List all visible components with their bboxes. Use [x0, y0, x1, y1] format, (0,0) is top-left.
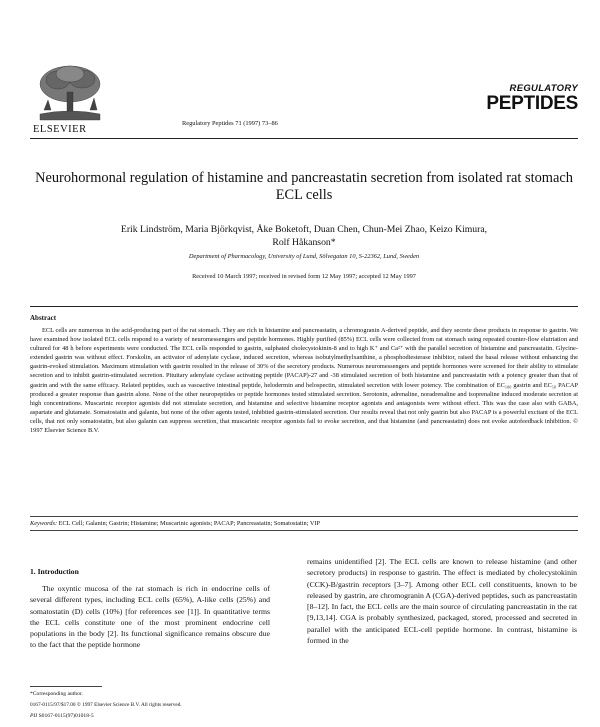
journal-reference: Regulatory Peptides 71 (1997) 73–86 [182, 120, 278, 127]
affiliation: Department of Pharmacology, University of Lund, Sölvegatan 10, S-22362, Lund, Sweden [188, 253, 420, 260]
received-dates: Received 10 March 1997; received in revised form 12 May 1997; accepted 12 May 1997 [192, 273, 416, 280]
author-list [30, 224, 578, 249]
authors-line-2: Rolf Håkanson* [272, 236, 336, 248]
keywords-label: Keywords: [30, 520, 58, 527]
pii-value: S0167-0115(97)01018-5 [38, 713, 94, 719]
publisher-name: ELSEVIER [33, 124, 87, 135]
article-title: Neurohormonal regulation of histamine and pancreastatin secretion from isolated rat stomach ECL cells [35, 170, 573, 203]
keywords-bottom-divider [30, 530, 578, 531]
copyright-line: 0167-0115/97/$17.00 © 1997 Elsevier Science B.V. All rights reserved. [30, 702, 182, 708]
abstract-divider [30, 306, 578, 307]
journal-name-top: REGULATORY [509, 83, 578, 94]
abstract-body: ECL cells are numerous in the acid-producing part of the rat stomach. They are rich in histamine and pancreastatin, a chromogranin A-derived peptide, and they secrete these products in response to gastrin. We have examined how isolated ECL cells respond to a variety of neuromessengers and peptide hormones. Highly purified (85%) ECL cells were collected from rat stomach using repeated counter-flow elutriation and cultured for 48 h before experiments were conducted. The ECL cells responded to gastrin, sulphated cholecystokinin-8 and to high K⁺ and Ca²⁺ with the parallel secretion of histamine and pancreastatin. Glycine-extended gastrin was without effect. Forskolin, an activator of adenylate cyclase, induced secretion, whereas isobutylmethylxanthine, a phosphodiesterase inhibitor, raised the basal release without enhancing the gastrin-evoked stimulation. Maximum stimulation with gastrin resulted in the release of 30% of the secretory products. Numerous neuromessengers and peptide hormones were screened for their ability to stimulate secretion and to inhibit gastrin-stimulated secretion. Pituitary adenylate cyclase activating peptide (PACAP)-27 and -38 stimulated secretion of both histamine and pancreastatin with a potency greater than that of gastrin and with the same efficacy. Related peptides, such as vasoactive intestinal peptide, helodermin and helospectin, stimulated secretion with lower potency. The combination of EC₁₀₀ gastrin and EC₅₀ PACAP produced a greater response than gastrin alone. None of the other neuropeptides or peptide hormones tested stimulated secretion. Serotonin, adrenaline, noradrenaline and isoprenaline induced moderate secretion at high concentrations. Muscarinic receptor agonists did not stimulate secretion, and histamine and selective histamine receptor agonists and antagonists were without effect. This was the case also with GABA, aspartate and glutamate. Somatostatin and galanin, but none of the other agents tested, inhibited gastrin-stimulated secretion. Our results reveal that not only gastrin but also PACAP is a powerful excitant of the ECL cells, that not only somatostatin, but also galanin can suppress secretion, that muscarinic receptor agonists fail to evoke secretion, and that histamine (and pancreastatin) does not evoke autofeedback inhibition. © 1997 Elsevier Science B.V. [30, 327, 578, 435]
keywords [30, 520, 578, 527]
header-divider [30, 138, 578, 139]
keywords-top-divider [30, 516, 578, 517]
keywords-list: ECL Cell; Galanin; Gastrin; Histamine; Muscarinic agonists; PACAP; Pancreastatin; Somatostatin; VIP [58, 520, 321, 527]
corresponding-author-footnote: *Corresponding author. [30, 691, 83, 697]
footnote-divider [30, 686, 102, 687]
introduction-column-2: remains unidentified [2]. The ECL cells are known to release histamine (and other secretory products) in response to gastrin. The effect is mediated by cholecystokinin (CCK)-B/gastrin receptors [3–7]. Among other ECL cell constituents, known to be released by gastrin, are chromogranin A (CGA)-derived peptides, such as pancreastatin [8–12]. In fact, the ECL cells are the main source of circulating pancreastatin in the rat [9,13,14]. CGA is probably synthesized, packaged, stored, processed and secreted in parallel with the anticipated ECL-cell peptide hormone. In contrast, histamine is formed in the [307, 557, 577, 646]
abstract-heading: Abstract [30, 314, 57, 322]
pii-label: PII [30, 713, 38, 719]
introduction-heading: 1. Introduction [30, 567, 79, 576]
authors-line-1: Erik Lindström, Maria Björkqvist, Åke Boketoft, Duan Chen, Chun-Mei Zhao, Keizo Kimura, [120, 224, 488, 235]
journal-name-bottom: PEPTIDES [486, 93, 578, 114]
pii-line [30, 713, 94, 719]
introduction-column-1: The oxyntic mucosa of the rat stomach is rich in endocrine cells of several different types, including ECL cells (65%), A-like cells (25%) and somatostatin (D) cells (10%) [for references see [1]]. In quantitative terms the ECL cells constitute one of the most prominent endocrine cell populations in the body [2]. Its functional significance remains obscure due to the fact that the peptide hormone [30, 584, 270, 650]
elsevier-tree-logo-icon [30, 62, 110, 124]
